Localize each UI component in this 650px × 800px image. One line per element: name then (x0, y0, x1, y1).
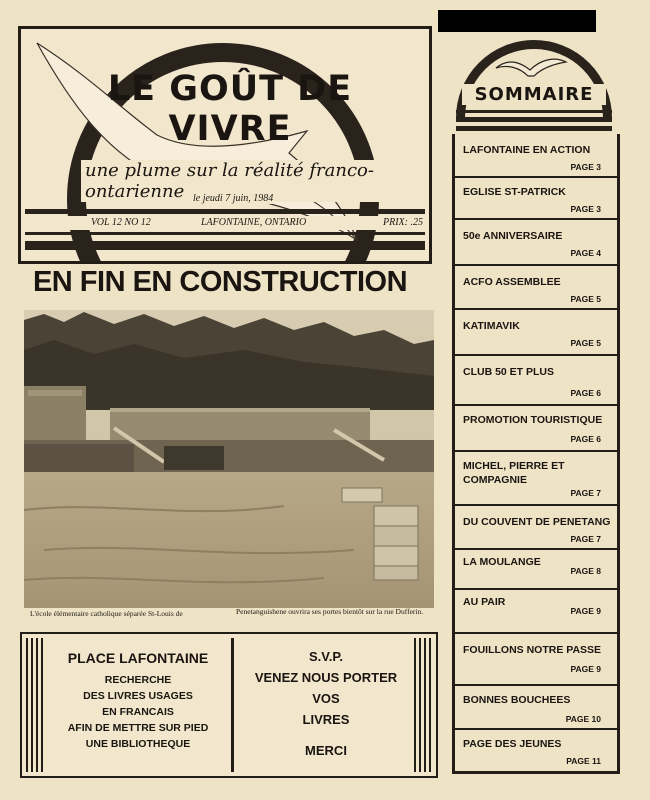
toc-item-page: PAGE 5 (570, 294, 601, 304)
toc-item-page: PAGE 6 (570, 388, 601, 398)
toc-divider (455, 264, 617, 266)
toc-item-title: FOUILLONS NOTRE PASSE (463, 644, 602, 656)
sommaire-bar (456, 117, 612, 122)
seagull-icon (494, 54, 568, 82)
toc-item-page: PAGE 7 (570, 488, 601, 498)
toc-divider (455, 728, 617, 730)
sommaire-bar (456, 110, 612, 113)
notice-right-line: S.V.P. (309, 649, 343, 664)
newspaper-subtitle: une plume sur la réalité franco-ontarienne (81, 160, 419, 202)
toc-divider (455, 176, 617, 178)
sommaire-title: SOMMAIRE (462, 84, 606, 105)
toc-item-page: PAGE 11 (566, 756, 601, 766)
notice-left-title: PLACE LAFONTAINE (67, 650, 209, 666)
volume-number: VOL 12 NO 12 (91, 217, 151, 228)
box-divider (231, 638, 234, 772)
toc-divider (455, 450, 617, 452)
construction-photo (24, 310, 434, 608)
redacted-block (438, 10, 596, 32)
notice-left-column (48, 650, 228, 752)
toc-divider (455, 404, 617, 406)
toc-divider (455, 218, 617, 220)
toc-item-page: PAGE 5 (570, 338, 601, 348)
box-stripes-left (26, 638, 44, 772)
toc-divider (455, 308, 617, 310)
toc-item-title: PAGE DES JEUNES (463, 738, 562, 750)
notice-left-line: EN FRANCAIS (102, 706, 174, 718)
notice-left-line: AFIN DE METTRE SUR PIED (67, 722, 209, 734)
box-stripes-right (414, 638, 432, 772)
toc-item-title: COMPAGNIE (463, 474, 527, 486)
sommaire-bar (456, 126, 612, 131)
toc-item-page: PAGE 7 (570, 534, 601, 544)
notice-right-line: LIVRES (302, 712, 350, 727)
toc-divider (455, 684, 617, 686)
toc-item-title: PROMOTION TOURISTIQUE (463, 414, 603, 426)
notice-left-line: DES LIVRES USAGES (83, 690, 193, 702)
price: PRIX: .25 (383, 217, 423, 228)
toc-item-title: DU COUVENT DE PENETANG (463, 516, 611, 528)
issue-date: le jeudi 7 juin, 1984 (193, 193, 274, 204)
toc-item-page: PAGE 9 (570, 606, 601, 616)
location: LAFONTAINE, ONTARIO (201, 217, 307, 228)
masthead-rule-top (25, 209, 425, 214)
masthead (18, 26, 432, 264)
toc-item-title: ACFO ASSEMBLEE (463, 276, 561, 288)
notice-right-column (236, 646, 416, 761)
toc-item-title: KATIMAVIK (463, 320, 520, 332)
toc-item-title: LA MOULANGE (463, 556, 541, 568)
issue-meta-row (25, 216, 425, 230)
toc-item-page: PAGE 3 (570, 162, 601, 172)
newspaper-title: LE GOÛT DE VIVRE (107, 69, 353, 149)
masthead-rule-bottom (25, 241, 425, 250)
headline: EN FIN EN CONSTRUCTION (32, 266, 408, 298)
toc-item-title: BONNES BOUCHEES (463, 694, 571, 706)
toc-item-title: MICHEL, PIERRE ET (463, 460, 565, 472)
notice-left-line: RECHERCHE (104, 674, 172, 686)
photo-caption-right: Penetanguishene ouvrira ses portes bientôt sur la rue Dufferin. (236, 607, 424, 616)
toc-item-page: PAGE 4 (570, 248, 601, 258)
toc-item-page: PAGE 8 (570, 566, 601, 576)
toc-divider (455, 354, 617, 356)
toc-item-page: PAGE 9 (570, 664, 601, 674)
toc-item-title: EGLISE ST-PATRICK (463, 186, 566, 198)
toc-item-title: CLUB 50 ET PLUS (463, 366, 555, 378)
toc-item-title: LAFONTAINE EN ACTION (463, 144, 591, 156)
toc-item-title: 50e ANNIVERSAIRE (463, 230, 563, 242)
toc-item-title: AU PAIR (463, 596, 506, 608)
construction-photo-image (24, 310, 434, 608)
toc-divider (455, 548, 617, 550)
photo-caption-left: L'école élémentaire catholique séparée St-Louis de (30, 609, 183, 618)
toc-item-page: PAGE 3 (570, 204, 601, 214)
notice-right-line: VENEZ NOUS PORTER (254, 670, 398, 685)
notice-left-line: UNE BIBLIOTHEQUE (85, 738, 191, 750)
toc-divider (455, 504, 617, 506)
notice-closing: MERCI (305, 743, 347, 758)
sommaire-list (452, 134, 620, 774)
toc-divider (455, 632, 617, 634)
toc-divider (455, 588, 617, 590)
toc-item-page: PAGE 10 (565, 714, 601, 724)
masthead-rule-mid (25, 232, 425, 235)
toc-item-page: PAGE 6 (570, 434, 601, 444)
notice-right-line: VOS (312, 691, 340, 706)
library-notice-box (20, 632, 438, 778)
